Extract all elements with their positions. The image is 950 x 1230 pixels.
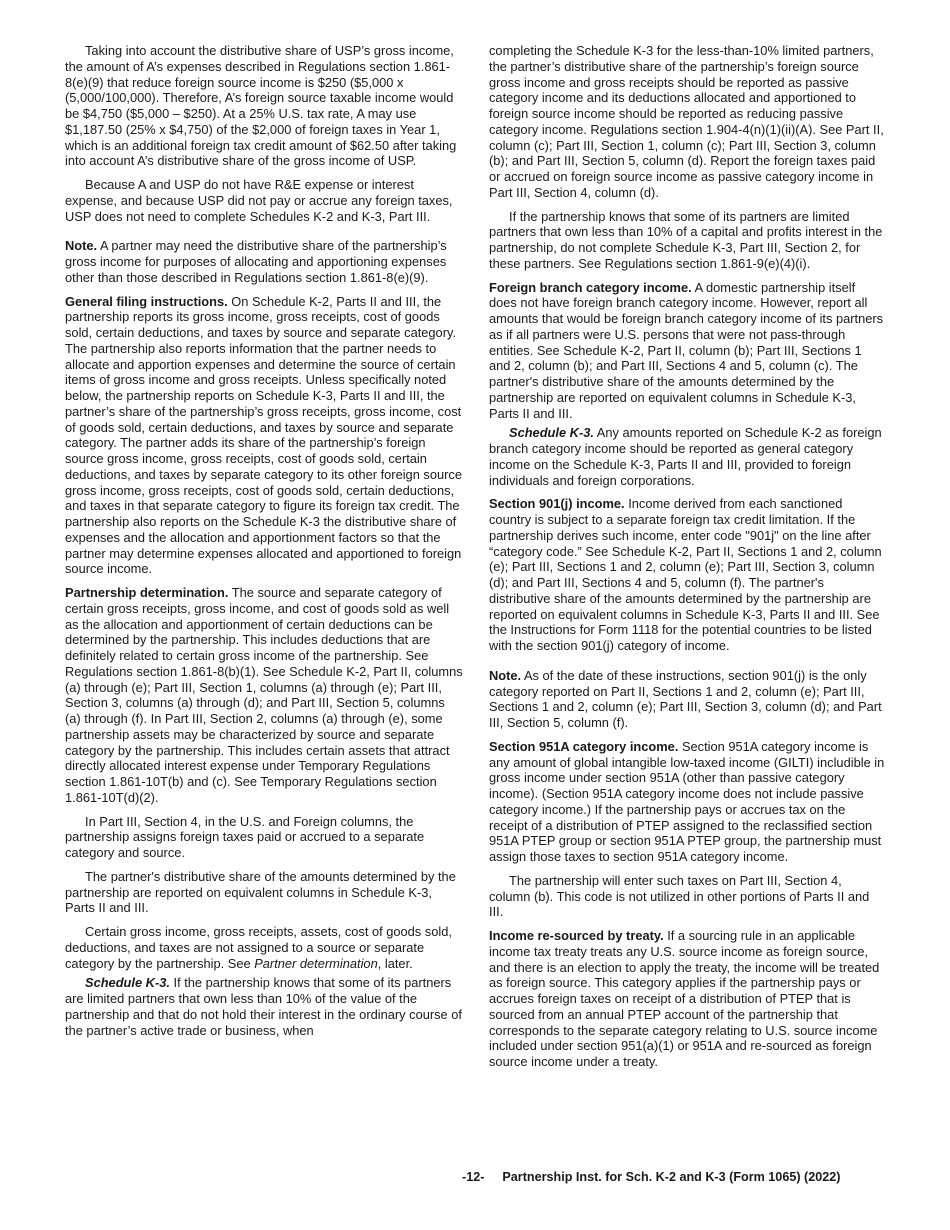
treaty-text: If a sourcing rule in an applicable income tax treaty treats any U.S. source income as foreign source, and there is an election to apply the treaty, the income will be treated as foreign source. This category applies if the partnership pays or accrues foreign taxes on receipt of a distribution of PTEP that is sourced from an annual PTEP account of the partnership that corresponds to the separate category relating to U.S. source income included under section 951(a)(1) or 951A and re-sourced as foreign source income under a treaty. — [489, 928, 880, 1069]
section-951a-paragraph — [489, 739, 886, 865]
general-filing-paragraph — [65, 294, 463, 578]
paragraph: In Part III, Section 4, in the U.S. and Foreign columns, the partnership assigns foreign taxes paid or accrued to a separate category and source. — [65, 813, 425, 860]
paragraph: Taking into account the distributive share of USP’s gross income, the amount of A’s expenses described in Regulations section 1.861-8(e)(9) that reduce foreign source income is $250 ($5,000 x (5,000/100,000). Therefore, A’s foreign source taxable income would be $4,750 ($5,000 – $250). At a 25% U.S. tax rate, A may use $1,187.50 (25% x $4,750) of the $2,000 of foreign taxes in Year 1, which is an additional foreign tax credit amount of $62.50 after taking into account A’s distributive share of the gross income of USP. — [65, 43, 457, 169]
paragraph-text: Certain gross income, gross receipts, assets, cost of goods sold, deductions, and taxes are not assigned to a source or separate category by the partnership. See — [65, 924, 452, 971]
general-filing-heading: General filing instructions. — [65, 293, 228, 309]
schedule-k3-text: If the partnership knows that some of its partners are limited partners that own less than 10% of the value of the partnership and that do not hold their interest in the ordinary course of the partner’s active trade or business, when — [65, 975, 462, 1038]
section-901j-text: Income derived from each sanctioned country is subject to a separate foreign tax credit limitation. If the partnership derives such income, enter code "901j" on the line after “category code.” See Schedule K-2, Part II, Sections 1 and 2, column (e); Part III, Sections 1 and 2, column (e); Part III, Section 3, column (d); and Part III, Sections 4 and 5, column (f). The partner's distributive share of the amounts determined by the partnership are reported on equivalent columns in Schedule K-3, Parts II and III. See the Instructions for Form 1118 for the potential countries to be listed with the section 901(j) category of income. — [489, 496, 882, 653]
schedule-k3-heading: Schedule K-3. — [85, 975, 170, 991]
section-901j-heading: Section 901(j) income. — [489, 496, 625, 512]
note-text: A partner may need the distributive share of the partnership’s gross income for purposes of allocating and apportioning expenses other than those described in Regulations section 1.861-8(e)(9). — [65, 238, 447, 285]
footer-title: Partnership Inst. for Sch. K-2 and K-3 (Form 1065) (2022) — [502, 1170, 841, 1184]
note-paragraph — [489, 668, 886, 731]
schedule-k3-paragraph — [489, 425, 886, 488]
foreign-branch-paragraph — [489, 280, 886, 422]
paragraph: If the partnership knows that some of its partners are limited partners that own less than 10% of a capital and profits interest in the partnership, do not complete Schedule K-3, Part III, Section 2, for these partners. See Regulations section 1.861-9(e)(4)(i). — [489, 208, 883, 271]
right-column — [489, 43, 886, 1078]
paragraph: The partnership will enter such taxes on Part III, Section 4, column (b). This code is not utilized in other portions of Parts II and III. — [489, 872, 870, 920]
treaty-paragraph — [489, 928, 886, 1070]
paragraph: Because A and USP do not have R&E expense or interest expense, and because USP did not pay or accrue any foreign taxes, USP does not need to complete Schedules K-2 and K-3, Part III. — [65, 177, 453, 224]
note-heading: Note. — [65, 238, 98, 254]
schedule-k3-paragraph — [65, 975, 463, 1038]
cross-reference: Partner determination — [254, 955, 378, 971]
paragraph: The partner's distributive share of the amounts determined by the partnership are reported on equivalent columns in Schedule K-3, Parts II and III. — [65, 868, 456, 916]
foreign-branch-heading: Foreign branch category income. — [489, 279, 692, 295]
section-951a-heading: Section 951A category income. — [489, 738, 679, 754]
schedule-k3-heading: Schedule K-3. — [509, 425, 594, 441]
partnership-determination-paragraph — [65, 585, 463, 806]
schedule-k3-text: Any amounts reported on Schedule K-2 as foreign branch category income should be reported as general category income on the Schedule K-3, Parts II and III, provided to foreign individuals and foreign corporations. — [489, 425, 882, 488]
section-901j-paragraph — [489, 496, 886, 654]
section-951a-text: Section 951A category income is any amount of global intangible low-taxed income (GILTI) includible in gross income under section 951A (other than passive category income). (Section 951A category income does not include passive category income.) If the partnership pays or accrues tax on the receipt of a distribution of PTEP assigned to the reclassified section 951A PTEP group or section 951A PTEP group, the partnership must assign those taxes to section 951A category income. — [489, 738, 885, 864]
page-number: -12- — [462, 1170, 485, 1184]
foreign-branch-text: A domestic partnership itself does not have foreign branch category income. However, report all amounts that would be foreign branch category income of its partners as if all partners were U.S. persons that were not pass-through entities. See Schedule K-2, Part II, column (b); Part III, Sections 1 and 2, column (b); and Part III, Sections 4 and 5, column (c). The partner's distributive share of the amounts determined by the partnership are reported on equivalent columns in Schedule K-3, Parts II and III. — [489, 279, 884, 421]
paragraph: completing the Schedule K-3 for the less-than-10% limited partners, the partner’s distributive share of the partnership’s foreign source gross income and gross receipts should be reported as passive category income and its deductions allocated and apportioned to foreign source income should be reported as reducing passive category income. Regulations section 1.904-4(n)(1)(ii)(A). See Part II, column (c); Part III, Section 1, column (c); Part III, Section 3, column (b); and Part III, Section 5, column (d). Report the foreign taxes paid or accrued on foreign source income as passive category income in Part III, Section 4, column (d). — [489, 43, 884, 200]
note-text: As of the date of these instructions, section 901(j) is the only category reported on Part II, Sections 1 and 2, column (e); Part III, Sections 1 and 2, column (e); Part III, Section 3, column (d); and Part III, Section 5, column (f). — [489, 667, 882, 730]
note-heading: Note. — [489, 667, 522, 683]
general-filing-text: On Schedule K-2, Parts II and III, the partnership reports its gross income, gross receipts, cost of goods sold, certain deductions, and taxes by source and separate category. The partnership also reports information that the partner needs to allocate and apportion expenses and determine the source of certain items of gross income and gross receipts. Unless specifically noted below, the partnership reports on Schedule K-3, Parts II and III, the partner’s share of the partnership’s gross receipts, gross income, cost of goods sold, certain deductions, and taxes by source and separate category. The partner adds its share of the partnership’s foreign source gross income, gross receipts, cost of goods sold, certain deductions, and taxes by separate category to its other foreign source gross income, gross receipts, cost of goods sold, certain deductions, and taxes in that separate category to figure its foreign tax credit. The partnership also reports on the Schedule K-3 the distributive share of expenses and the allocation and apportionment factors so that the partner may determine expenses allocated and apportioned to foreign source income. — [65, 293, 462, 577]
partnership-determination-text: The source and separate category of certain gross receipts, gross income, and cost of goods sold as well as the allocation and apportionment of certain deductions can be determined by the partnership. This includes deductions that are definitely related to certain gross income of the partnership. See Regulations section 1.861-8(b)(1). See Schedule K-2, Part II, columns (a) through (e); Part III, Section 1, columns (a) through (e); Part III, Section 3, columns (a) through (d); and Part III, Section 5, columns (a) through (f). In Part III, Section 2, columns (a) through (e), some partnership assets may be characterized by source and separate category by the partnership. This includes certain assets that attract directly allocated interest expense under Temporary Regulations section 1.861-10T(b) and (c). See Temporary Regulations section 1.861-10T(d)(2). — [65, 585, 463, 805]
left-column — [65, 43, 463, 1046]
paragraph-text: , later. — [377, 955, 413, 971]
treaty-heading: Income re-sourced by treaty. — [489, 928, 664, 943]
partnership-determination-heading: Partnership determination. — [65, 585, 229, 600]
page-footer — [462, 1170, 840, 1184]
note-paragraph — [65, 238, 463, 285]
paragraph — [65, 924, 463, 971]
